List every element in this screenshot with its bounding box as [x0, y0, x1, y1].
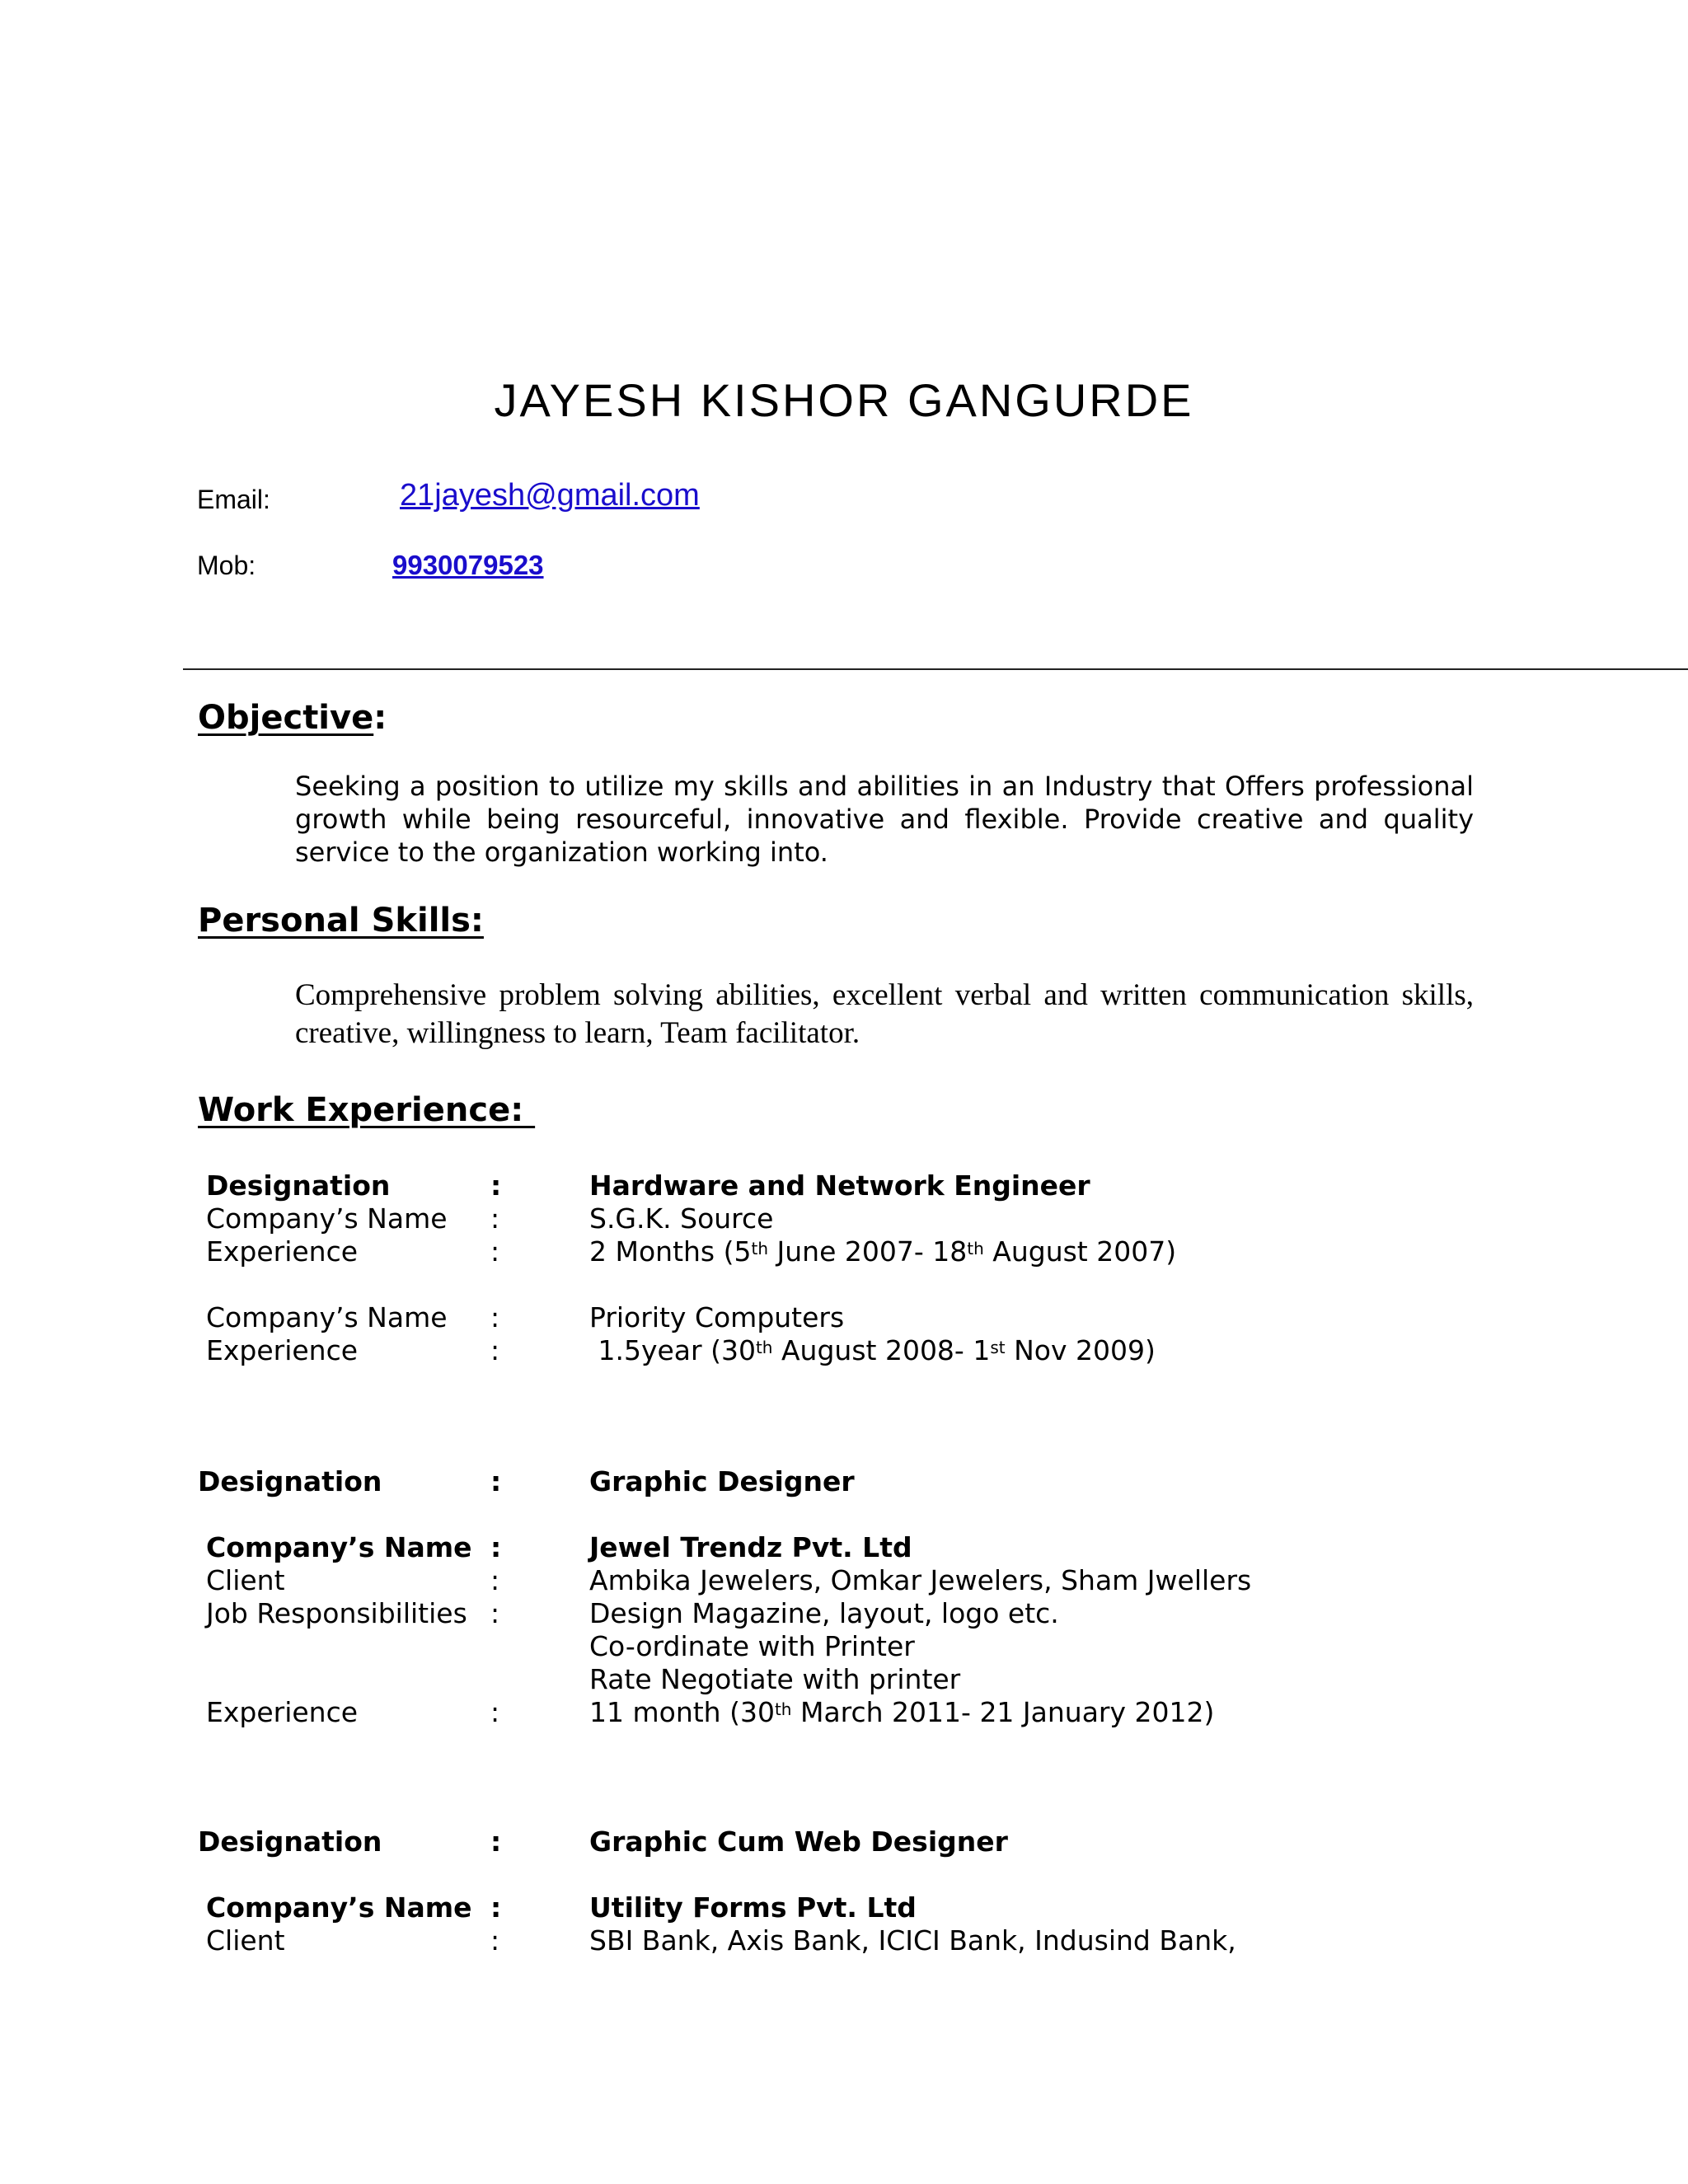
objective-heading: Objective:: [198, 699, 387, 737]
mob-label: Mob:: [197, 551, 256, 580]
personal-skills-heading: Personal Skills:: [198, 902, 484, 940]
experience-label: Experience: [206, 1696, 359, 1728]
designation-label: Designation: [198, 1465, 382, 1497]
separator-colon: :: [490, 1696, 500, 1728]
candidate-name: JAYESH KISHOR GANGURDE: [494, 374, 1194, 426]
separator-colon: :: [490, 1301, 500, 1333]
separator-colon: :: [490, 1334, 500, 1366]
objective-text: Seeking a position to utilize my skills and abilities in an Industry that Offers professional growth while being resourceful, innovative and flexible. Provide creative and quality service to the organization working into.: [295, 771, 1474, 868]
separator-colon: :: [490, 1597, 500, 1629]
designation-label: Designation: [198, 1825, 382, 1858]
client-label: Client: [206, 1924, 285, 1957]
separator-colon: :: [490, 1825, 502, 1858]
client-value: SBI Bank, Axis Bank, ICICI Bank, Indusind Bank,: [589, 1924, 1236, 1957]
personal-skills-text: Comprehensive problem solving abilities, excellent verbal and written communication skills, creative, willingness to learn, Team facilitator.: [295, 978, 1474, 1050]
experience-value: 2 Months (5th June 2007- 18th August 2007): [589, 1235, 1177, 1268]
separator-colon: :: [490, 1465, 502, 1497]
separator-colon: :: [490, 1235, 500, 1268]
separator-colon: :: [490, 1891, 502, 1924]
responsibilities-label: Job Responsibilities: [206, 1597, 467, 1629]
company-value: S.G.K. Source: [589, 1202, 774, 1235]
responsibility-item: Rate Negotiate with printer: [589, 1663, 961, 1695]
designation-value: Graphic Designer: [589, 1465, 855, 1497]
company-value: Priority Computers: [589, 1301, 845, 1333]
designation-value: Graphic Cum Web Designer: [589, 1825, 1008, 1858]
experience-label: Experience: [206, 1334, 359, 1366]
company-value: Jewel Trendz Pvt. Ltd: [589, 1531, 912, 1563]
mobile-link[interactable]: 9930079523: [392, 550, 544, 580]
company-label: Company’s Name: [206, 1891, 472, 1924]
separator-colon: :: [490, 1169, 502, 1202]
client-label: Client: [206, 1564, 285, 1596]
separator-colon: :: [490, 1531, 502, 1563]
company-label: Company’s Name: [206, 1202, 448, 1235]
company-label: Company’s Name: [206, 1531, 472, 1563]
designation-label: Designation: [206, 1169, 391, 1202]
separator-colon: :: [490, 1564, 500, 1596]
experience-label: Experience: [206, 1235, 359, 1268]
header-divider: [183, 668, 1688, 670]
separator-colon: :: [490, 1924, 500, 1957]
email-link[interactable]: 21jayesh@gmail.com: [400, 478, 700, 513]
email-label: Email:: [197, 485, 270, 514]
responsibility-item: Co-ordinate with Printer: [589, 1630, 915, 1662]
experience-value: 11 month (30th March 2011- 21 January 2012): [589, 1696, 1215, 1728]
company-label: Company’s Name: [206, 1301, 448, 1333]
work-experience-heading: Work Experience:: [198, 1091, 536, 1129]
separator-colon: :: [490, 1202, 500, 1235]
responsibility-item: Design Magazine, layout, logo etc.: [589, 1597, 1059, 1629]
company-value: Utility Forms Pvt. Ltd: [589, 1891, 917, 1924]
designation-value: Hardware and Network Engineer: [589, 1169, 1090, 1202]
experience-value: 1.5year (30th August 2008- 1st Nov 2009): [589, 1334, 1156, 1366]
client-value: Ambika Jewelers, Omkar Jewelers, Sham Jwellers: [589, 1564, 1252, 1596]
